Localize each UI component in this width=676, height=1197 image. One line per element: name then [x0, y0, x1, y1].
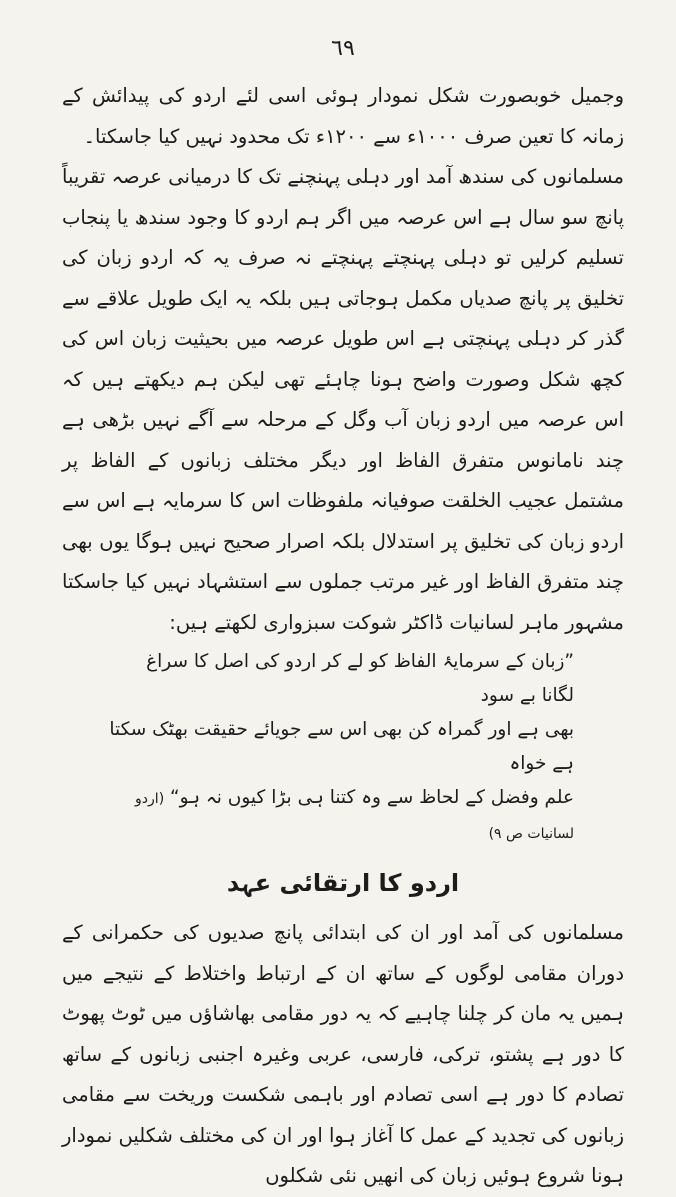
quote-line-2: بھی ہے اور گمراہ کن بھی اس سے جویائے حقیقت بھٹک سکتا ہے خواہ — [109, 719, 574, 774]
paragraph-main: مسلمانوں کی سندھ آمد اور دہلی پہنچنے تک کا درمیانی عرصہ تقریباً پانچ سو سال ہے اس عرصہ میں اگر ہم اردو کا وجود سندھ یا پنجاب تسلیم کرلیں تو دہلی پہنچتے پہنچتے نہ صرف یہ کہ اردو زبان کی تخلیق پر پانچ صدیاں مکمل ہوجاتی ہیں بلکہ یہ ایک طویل علاقے سے گذر کر دہلی پہنچتی ہے اس طویل عرصہ میں بحیثیت زبان اس کی کچھ شکل وصورت واضح ہونا چاہئے تھی لیکن ہم دیکھتے ہیں کہ اس عرصہ میں اردو زبان آب وگل کے مرحلہ سے آگے نہیں بڑھی ہے چند نامانوس متفرق الفاظ اور دیگر مختلف زبانوں کے الفاظ پر مشتمل عجیب الخلقت صوفیانہ ملفوظات اس کا سرمایہ ہے اس سے اردو زبان کی تخلیق پر استدلال بلکہ اصرار صحیح نہیں ہوگا یوں بھی چند متفرق الفاظ اور غیر مرتب جملوں سے استشہاد نہیں کیا جاسکتا مشہور ماہر لسانیات ڈاکٹر شوکت سبزواری لکھتے ہیں: — [62, 165, 624, 634]
quote-line-3-wrapper — [108, 781, 574, 851]
page-number: ٦٩ — [331, 36, 355, 61]
quote-line-3: علم وفضل کے لحاظ سے وہ کتنا ہی بڑا کیوں نہ ہو“ — [170, 787, 574, 808]
paragraph-section: مسلمانوں کی آمد اور ان کی ابتدائی پانچ صدیوں کی حکمرانی کے دوران مقامی لوگوں کے ساتھ ان کے ارتباط واختلاط کے نتیجے میں ہمیں یہ مان کر چلنا چاہیے کہ یہ دور مقامی بھاشاؤں میں ٹوٹ پھوٹ کا دور ہے پشتو، ترکی، فارسی، عربی وغیرہ اجنبی زبانوں کے ساتھ تصادم کا دور ہے اسی تصادم اور باہمی شکست وریخت سے مقامی زبانوں کی تجدید کے عمل کا آغاز ہوا اور ان کی مختلف شکلیں نمودار ہونا شروع ہوئیں زبان کی انھیں نئی شکلوں — [62, 921, 624, 1187]
block-quote — [108, 645, 574, 851]
paragraph-intro: وجمیل خوبصورت شکل نمودار ہوئی اسی لئے اردو کی پیدائش کے زمانہ کا تعین صرف ١٠٠٠ء سے ١٢٠٠ء تک محدود نہیں کیا جاسکتا۔ — [62, 84, 624, 148]
quote-line-1: ”زبان کے سرمایۂ الفاظ کو لے کر اردو کی اصل کا سراغ لگانا بے سود — [146, 651, 574, 706]
section-heading: اردو کا ارتقائی عہد — [226, 869, 460, 897]
quote-reference: (اردو لسانیات ص ٩) — [135, 791, 574, 842]
